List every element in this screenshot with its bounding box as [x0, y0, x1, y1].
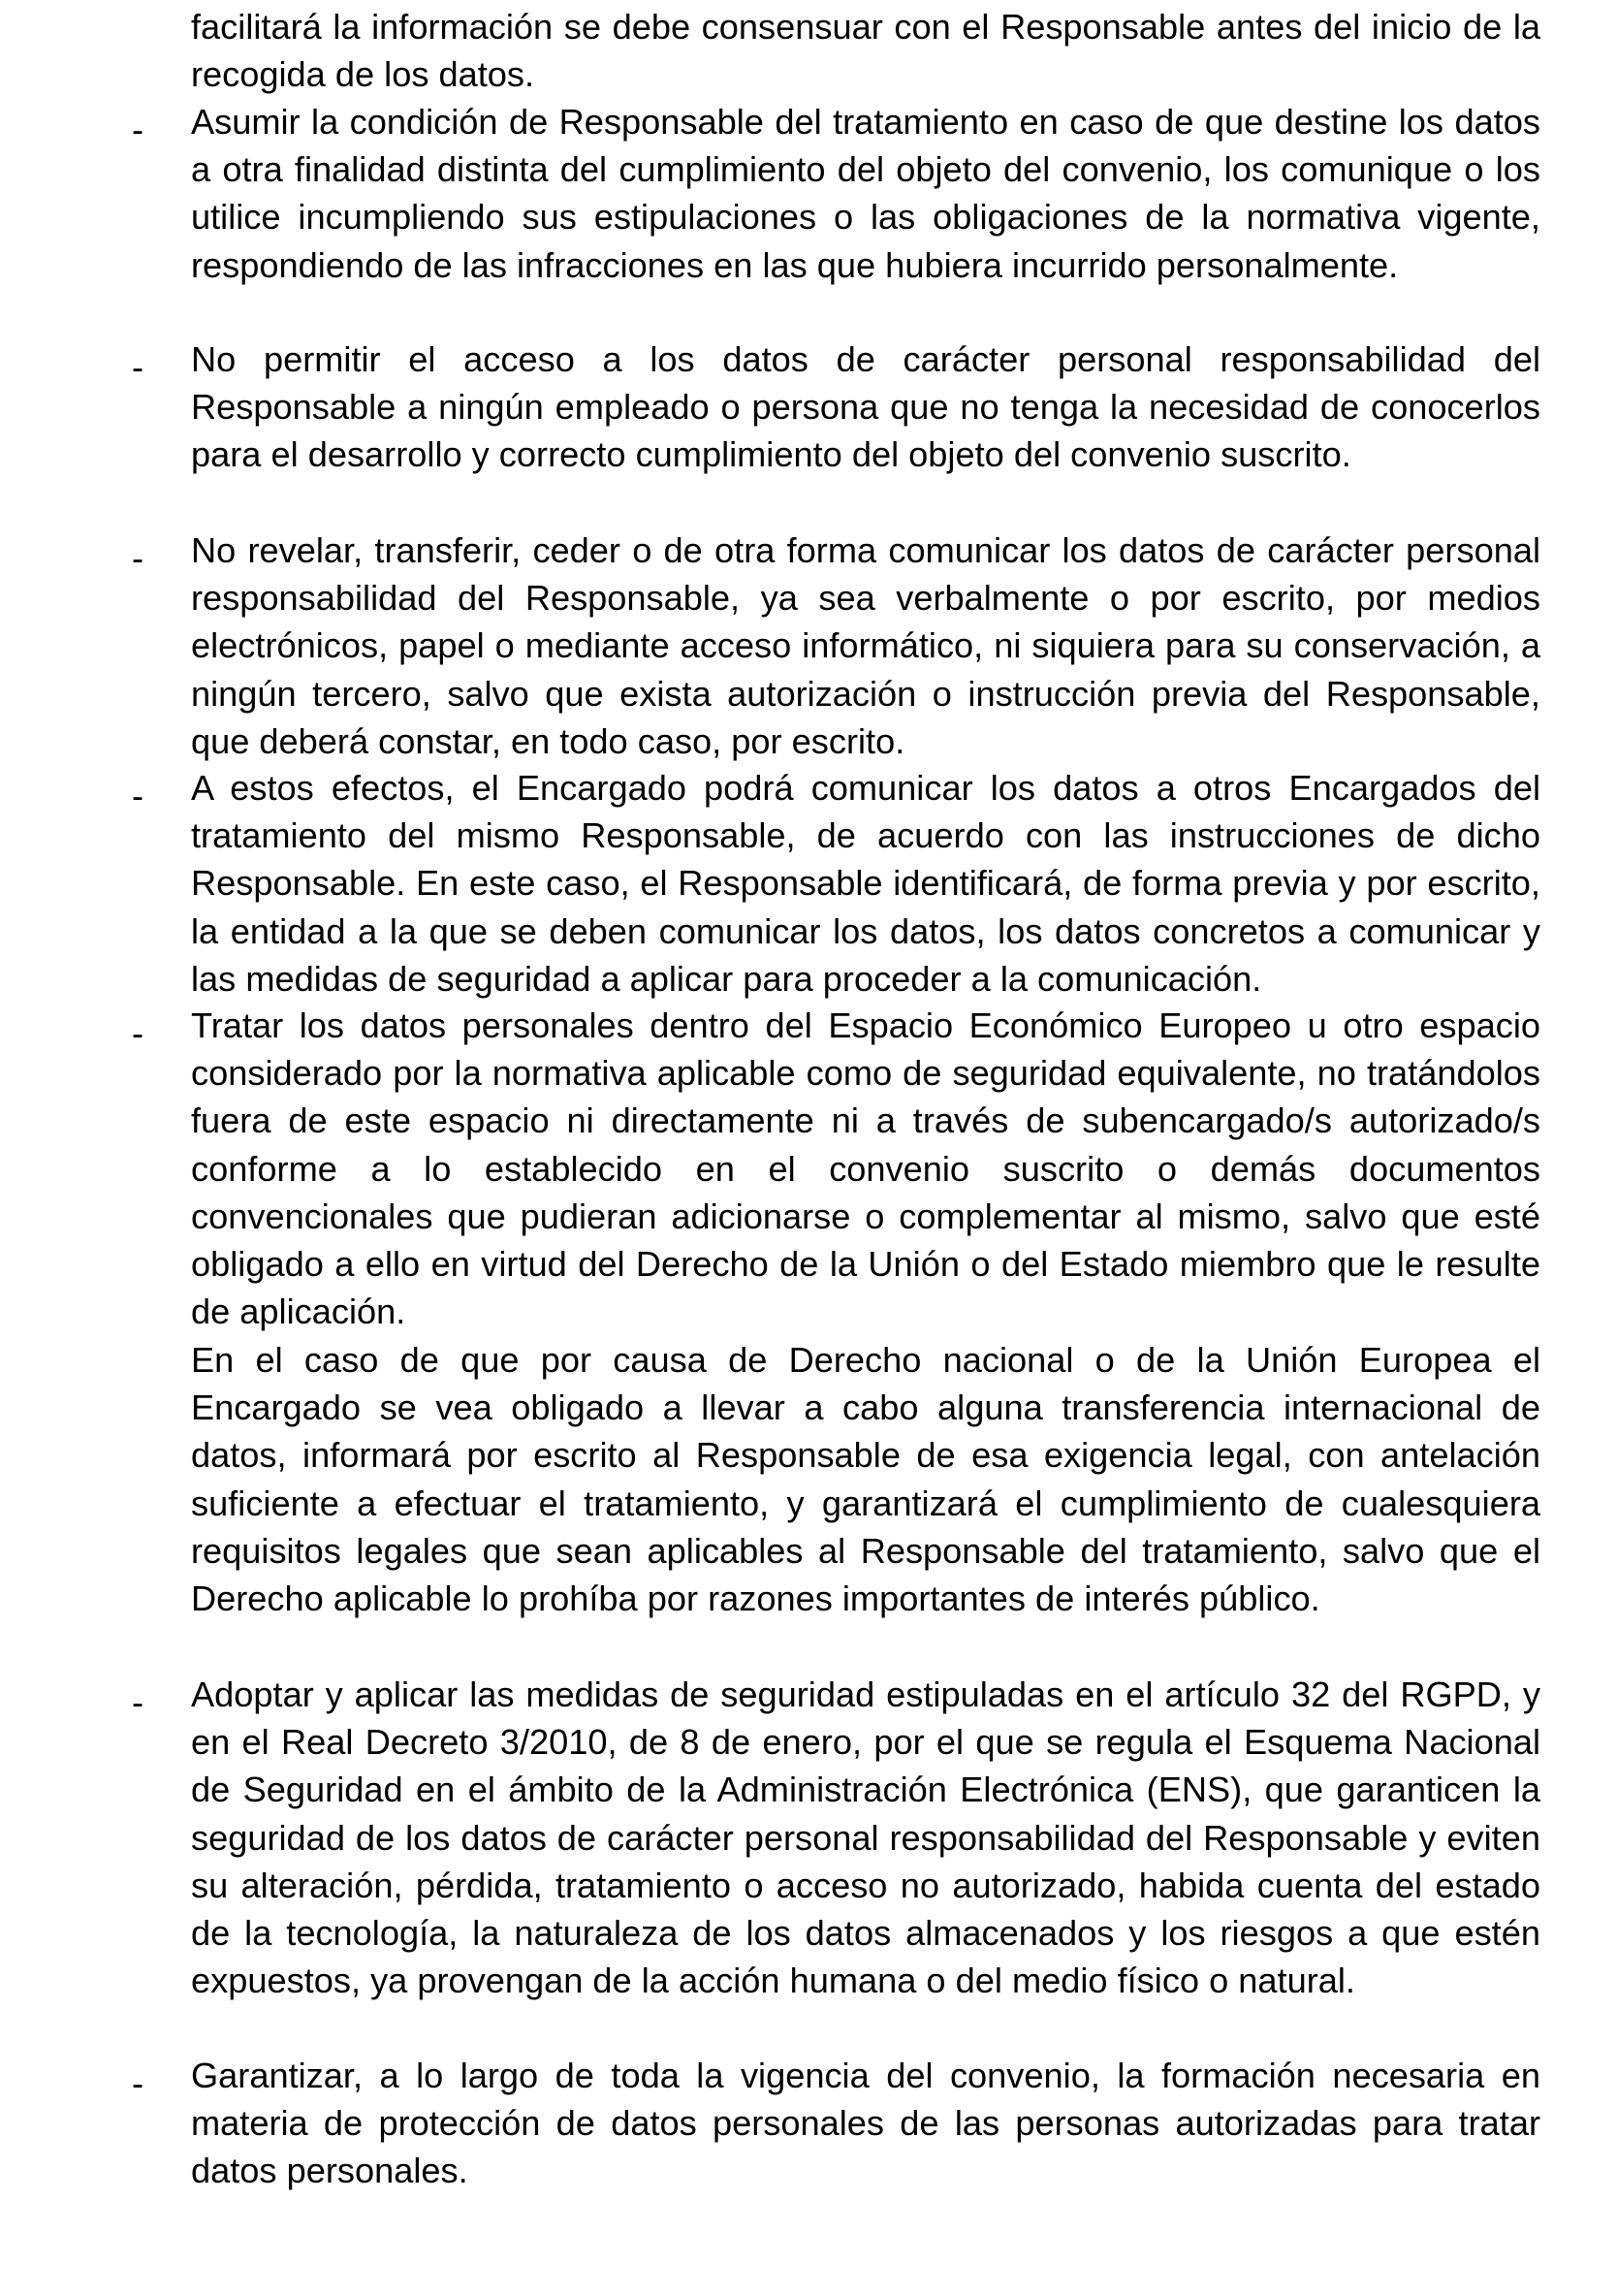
bullet-dash: -: [132, 538, 144, 578]
paragraph-acceso: No permitir el acceso a los datos de carácter personal responsabilidad del Responsable a ningún empleado o persona que no tenga la necesidad de conocerlos para el desarrollo y correcto cumplimiento del objeto del convenio suscrito.: [191, 339, 1540, 475]
paragraph-revelar: No revelar, transferir, ceder o de otra forma comunicar los datos de carácter personal responsabilidad del Responsable, ya sea verbalmente o por escrito, por medios electrónicos, papel o mediante acceso informático, ni siquiera para su conservación, a ningún tercero, salvo que exista autorización o instrucción previa del Responsable, que deberá constar, en todo caso, por escrito.: [191, 530, 1540, 761]
paragraph-efectos: A estos efectos, el Encargado podrá comunicar los datos a otros Encargados del tratamiento del mismo Responsable, de acuerdo con las instrucciones de dicho Responsable. En este caso, el Responsable identificará, de forma previa y por escrito, la entidad a la que se deben comunicar los datos, los datos concretos a comunicar y las medidas de seguridad a aplicar para proceder a la comunicación.: [191, 768, 1540, 999]
bullet-dash: -: [132, 2063, 144, 2103]
bullet-dash: -: [132, 110, 144, 149]
bullet-dash: -: [132, 776, 144, 815]
bullet-dash: -: [132, 347, 144, 387]
bullet-dash: -: [132, 1013, 144, 1053]
paragraph-formacion: Garantizar, a lo largo de toda la vigencia del convenio, la formación necesaria en materia de protección de datos personales de las personas autorizadas para tratar datos personales.: [191, 2056, 1540, 2191]
paragraph-espacio-economico: Tratar los datos personales dentro del Espacio Económico Europeo u otro espacio considerado por la normativa aplicable como de seguridad equivalente, no tratándolos fuera de este espacio ni directamente ni a través de subencargado/s autorizado/s conforme a lo establecido en el convenio suscrito o demás documentos convencionales que pudieran adicionarse o complementar al mismo, salvo que esté obligado a ello en virtud del Derecho de la Unión o del Estado miembro que le resulte de aplicación.: [191, 1005, 1540, 1332]
paragraph-seguridad: Adoptar y aplicar las medidas de seguridad estipuladas en el artículo 32 del RGPD, y en el Real Decreto 3/2010, de 8 de enero, por el que se regula el Esquema Nacional de Seguridad en el ámbito de la Administración Electrónica (ENS), que garanticen la seguridad de los datos de carácter personal responsabilidad del Responsable y eviten su alteración, pérdida, tratamiento o acceso no autorizado, habida cuenta del estado de la tecnología, la naturaleza de los datos almacenados y los riesgos a que estén expuestos, ya provengan de la acción humana o del medio físico o natural.: [191, 1674, 1540, 2001]
bullet-dash: -: [132, 1682, 144, 1722]
paragraph-transferencia: En el caso de que por causa de Derecho nacional o de la Unión Europea el Encargado se vea obligado a llevar a cabo alguna transferencia internacional de datos, informará por escrito al Responsable de esa exigencia legal, con antelación suficiente a efectuar el tratamiento, y garantizará el cumplimiento de cualesquiera requisitos legales que sean aplicables al Responsable del tratamiento, salvo que el Derecho aplicable lo prohíba por razones importantes de interés público.: [191, 1340, 1540, 1619]
paragraph-responsable: Asumir la condición de Responsable del tratamiento en caso de que destine los datos a otra finalidad distinta del cumplimiento del objeto del convenio, los comunique o los utilice incumpliendo sus estipulaciones o las obligaciones de la normativa vigente, respondiendo de las infracciones en las que hubiera incurrido personalmente.: [191, 102, 1540, 285]
paragraph-intro: facilitará la información se debe consensuar con el Responsable antes del inicio de la recogida de los datos.: [191, 7, 1540, 95]
